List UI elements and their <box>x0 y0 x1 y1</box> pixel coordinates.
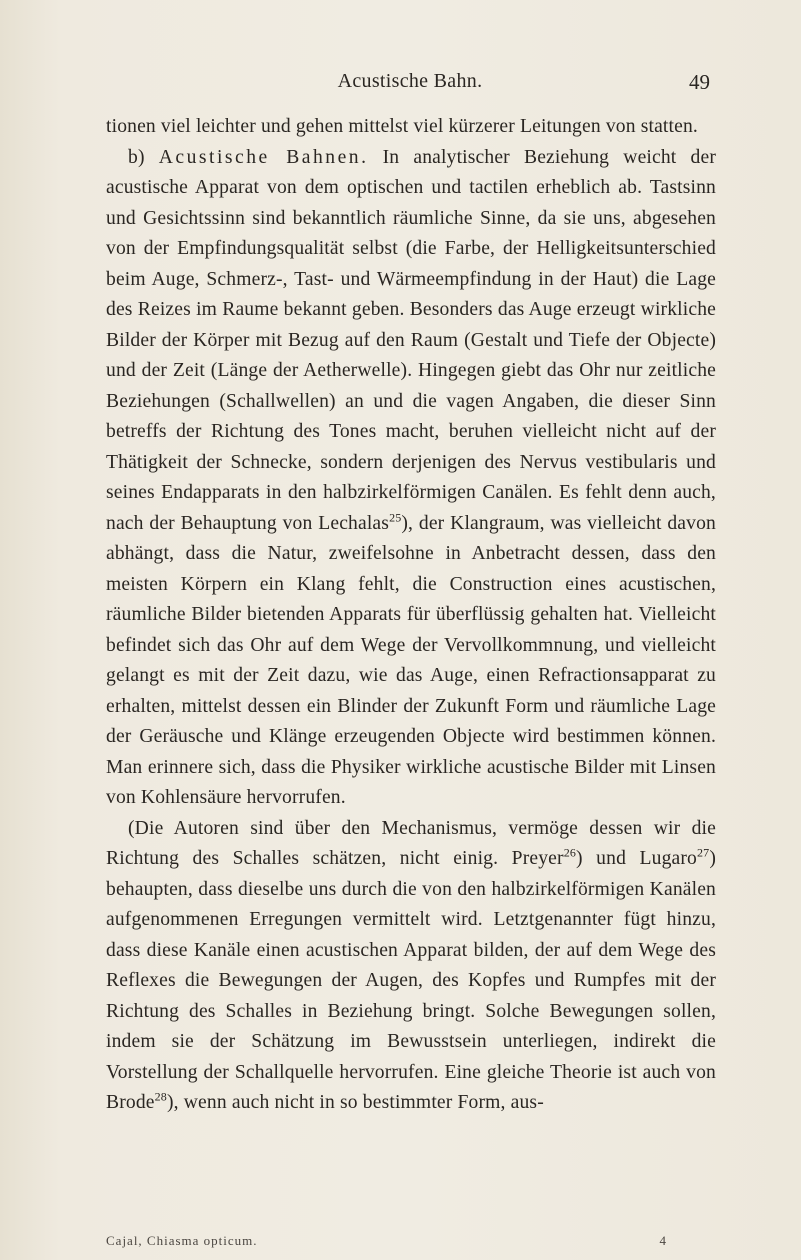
paragraph-1-text: tionen viel leichter und gehen mittelst viel kürzerer Leitungen von statten. <box>106 116 698 137</box>
section-label: b) <box>128 146 159 168</box>
paragraph-2-text-b: ), der Klangraum, was vielleicht davon abhängt, dass die Natur, zweifelsohne in Anbetracht dessen, dass den meisten Körpern ein Klang fehlt, die Construction eines acustischen, räumliche Bilder bietenden Apparats für überflüssig gehalten hat. Vielleicht befindet sich das Ohr auf dem Wege der Vervollkommnung, und vielleicht gelangt es mit der Zeit dazu, wie das Auge, einen Refractionsapparat zu erhalten, mittelst dessen ein Blinder der Zukunft Form und räumliche Lage der Geräusche und Klänge erzeugenden Objecte wird bestimmen können. Man erinnere sich, dass die Physiker wirkliche acustische Bilder mit Linsen von Kohlensäure hervorrufen. <box>106 512 716 808</box>
paragraph-1 <box>106 112 716 143</box>
paragraph-3-text-d: ), wenn auch nicht in so bestimmter Form, aus- <box>166 1092 544 1113</box>
page-header <box>110 70 710 100</box>
paragraph-2 <box>106 143 716 814</box>
body-text <box>106 112 716 1119</box>
paragraph-3-text-c: ) behaupten, dass dieselbe uns durch die von den halbzirkelförmigen Kanälen aufgenommenen Erregungen vermittelt wird. Letztgenannter fügt hinzu, dass diese Kanäle einen acustischen Apparat bilden, der auf dem Wege des Reflexes die Bewegungen der Augen, des Kopfes und Rumpfes mit der Richtung des Schalles in Beziehung bringt. Solche Bewegungen sollen, indem sie der Schätzung im Bewusstsein unterliegen, indirekt die Vorstellung der Schallquelle hervorrufen. Eine gleiche Theorie ist auch von Brode <box>106 848 716 1113</box>
page-number: 49 <box>689 70 710 94</box>
footnote-ref-25: 25 <box>389 509 402 524</box>
paragraph-3-text-a: (Die Autoren sind über den Mechanismus, vermöge dessen wir die Richtung des Schalles schätzen, nicht einig. Preyer <box>106 817 716 869</box>
running-title: Acustische Bahn. <box>337 70 483 92</box>
printer-signature: Cajal, Chiasma opticum. <box>106 1233 258 1248</box>
section-heading: Acustische Bahnen. <box>158 146 369 168</box>
page-footer <box>106 1233 666 1253</box>
paragraph-3 <box>106 814 716 1119</box>
paragraph-3-text-b: ) und Lugaro <box>576 848 697 869</box>
footnote-ref-26: 26 <box>563 845 577 860</box>
sheet-number: 4 <box>659 1233 666 1248</box>
footnote-ref-27: 27 <box>697 845 710 860</box>
footnote-ref-28: 28 <box>154 1089 167 1104</box>
paragraph-2-text-a: In analytischer Beziehung weicht der acustische Apparat von dem optischen und tactilen erheblich ab. Tastsinn und Gesichtssinn sind bekanntlich räumliche Sinne, da sie uns, abgesehen von der Empfindungsqualität selbst (die Farbe, der Helligkeitsunterschied beim Auge, Schmerz-, Tast- und Wärmeempfindung in der Haut) die Lage des Reizes im Raume bekannt geben. Besonders das Auge erzeugt wirkliche Bilder der Körper mit Bezug auf den Raum (Gestalt und Tiefe der Objecte) und der Zeit (Länge der Aetherwelle). Hingegen giebt das Ohr nur zeitliche Beziehungen (Schallwellen) an und die vagen Angaben, die dieser Sinn betreffs der Richtung des Tones macht, beruhen vielleicht nicht auf der Thätigkeit der Schnecke, sondern derjenigen des Nervus vestibularis und seines Endapparats in den halbzirkelförmigen Canälen. Es fehlt denn auch, nach der Behauptung von Lechalas <box>106 146 717 534</box>
